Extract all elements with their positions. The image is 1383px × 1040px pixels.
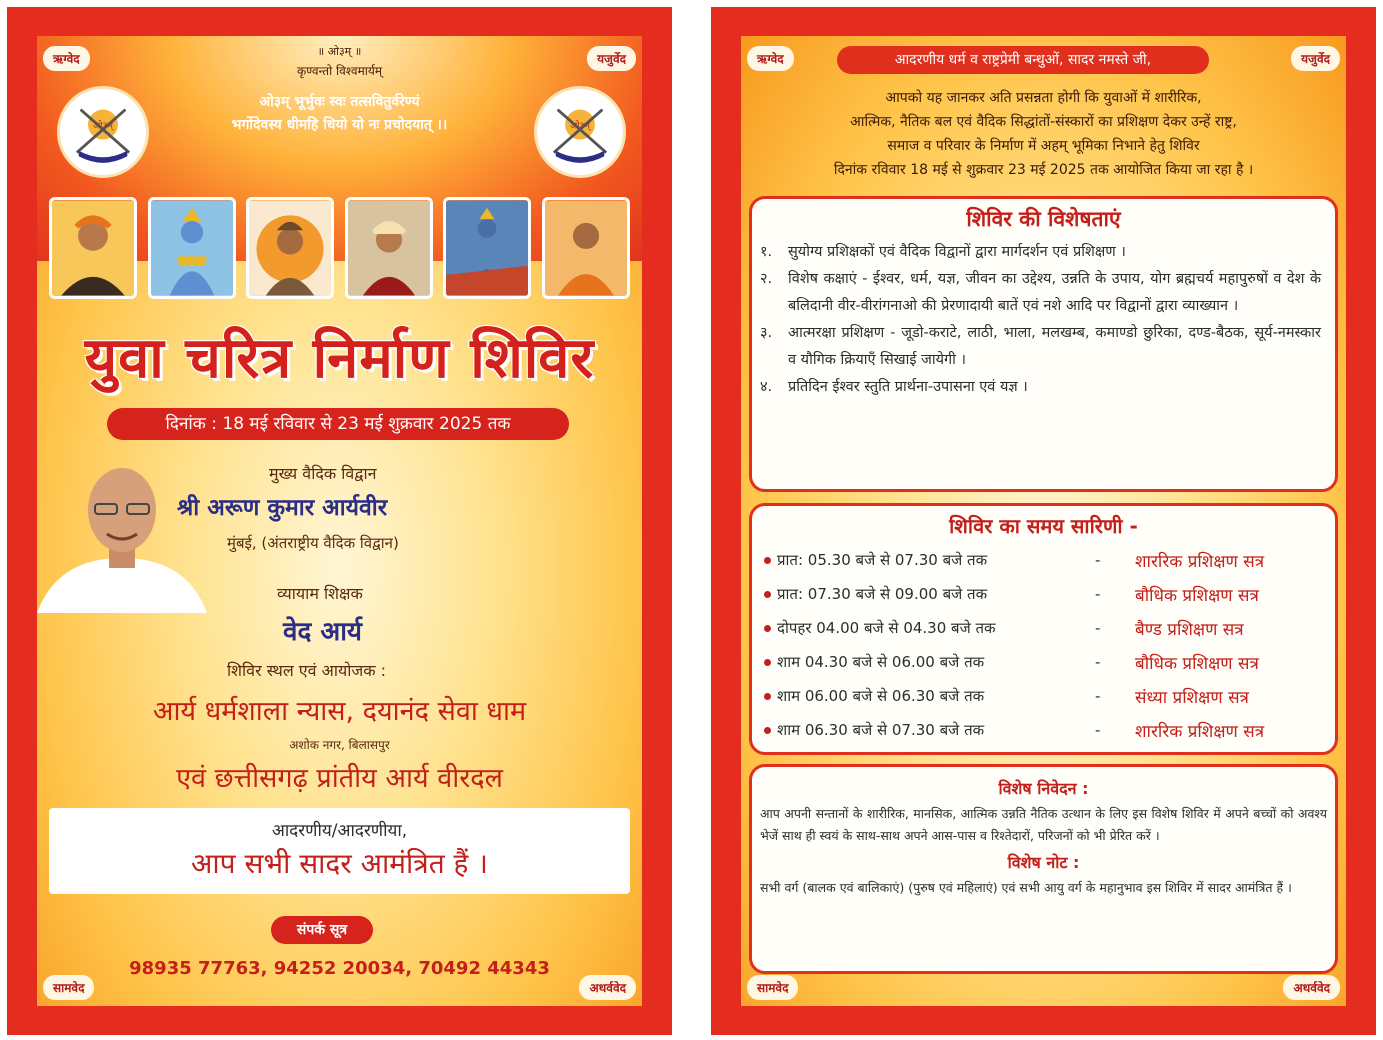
schedule-time: शाम 06.00 बजे से 06.30 बजे तक <box>777 687 985 705</box>
request-text: आप अपनी सन्तानों के शारीरिक, मानसिक, आत्मिक उन्नति नैतिक उत्थान के लिए इस विशेष शिविर में अपने बच्चों को अवश्य भेजें साथ ही स्वयं के साथ-साथ अपने आस-पास व रिश्तेदारों, परिजनों को भी प्रेरित करें । <box>760 806 1327 843</box>
note-text: सभी वर्ग (बालक एवं बालिकाएं) (पुरुष एवं महिलाएं) एवं सभी आयु वर्ग के महानुभाव इस शिविर में सादर आमंत्रित हैं । <box>760 880 1292 895</box>
feature-item <box>760 374 1321 401</box>
corner-label-atharvaveda: अथर्ववेद <box>579 975 636 1000</box>
feature-item <box>760 320 1321 374</box>
features-box <box>749 196 1338 492</box>
invite-message: आप सभी सादर आमंत्रित हैं । <box>191 847 488 880</box>
organizer-name: एवं छत्तीसगढ़ प्रांतीय आर्य वीरदल <box>176 763 503 794</box>
speaker-place: मुंबई, (अंतराष्ट्रीय वैदिक विद्वान) <box>227 534 399 552</box>
bullet-dot <box>764 591 771 598</box>
feature-item <box>760 266 1321 320</box>
bullet-dot <box>764 557 771 564</box>
greeting-banner: आदरणीय धर्म व राष्ट्रप्रेमी बन्धुओं, सादर नमस्ते जी, <box>837 46 1209 74</box>
intro-line: आपको यह जानकर अति प्रसन्नता होगी कि युवाओं में शारीरिक, <box>885 90 1202 106</box>
corner-label-rigveda: ऋग्वेद <box>43 46 90 71</box>
krinvanto-text: कृण्वन्तो विश्वमार्यम् <box>296 64 383 78</box>
portrait-image-3 <box>246 197 334 299</box>
schedule-row <box>752 713 1335 747</box>
trainer-name: वेद आर्य <box>283 617 362 647</box>
schedule-row <box>752 611 1335 645</box>
logo-om-text: ओ३म् <box>570 120 590 132</box>
schedule-time: शाम 06.30 बजे से 07.30 बजे तक <box>777 721 985 739</box>
venue-name: आर्य धर्मशाला न्यास, दयानंद सेवा धाम <box>152 696 527 727</box>
bullet-dot <box>764 625 771 632</box>
schedule-session: बैण्ड प्रशिक्षण सत्र <box>1135 619 1244 640</box>
invitation-box <box>49 808 630 894</box>
portrait-image-5 <box>443 197 531 299</box>
poster-back-inner <box>741 36 1346 1006</box>
schedule-time: प्रात: 05.30 बजे से 07.30 बजे तक <box>777 551 988 569</box>
arya-veerdal-logo-right <box>534 86 626 178</box>
bullet-dot <box>764 693 771 700</box>
features-list <box>752 233 1335 401</box>
schedule-dash: - <box>1095 653 1101 671</box>
feature-number: २. <box>760 271 773 287</box>
bullet-dot <box>764 659 771 666</box>
schedule-dash: - <box>1095 687 1101 705</box>
feature-text: आत्मरक्षा प्रशिक्षण - जूडो-कराटे, लाठी, भाला, मलखम्ब, कमाण्डो छुरिका, दण्ड-बैठक, सूर्य-नमस्कार व यौगिक क्रियाएँ सिखाई जायेगी । <box>788 325 1321 368</box>
schedule-session: बौधिक प्रशिक्षण सत्र <box>1135 653 1259 674</box>
corner-label-samaveda: सामवेद <box>43 975 94 1000</box>
feature-text: विशेष कक्षाएं - ईश्वर, धर्म, यज्ञ, जीवन का उद्देश्य, उन्नति के उपाय, योग ब्रह्मचर्य महापुरुषों व देश के बलिदानी वीर-वीरांगनाओ की प्रेरणादायी बातें एवं नशे आदि पर विद्वानों द्वारा व्याख्यान । <box>788 271 1321 314</box>
feature-number: ४. <box>760 379 773 395</box>
intro-line: आत्मिक, नैतिक बल एवं वैदिक सिद्धांतों-संस्कारों का प्रशिक्षण देकर उन्हें राष्ट्र, <box>850 114 1237 130</box>
note-title: विशेष नोट : <box>1007 853 1080 872</box>
corner-label-yajurveda: यजुर्वेद <box>1291 46 1340 71</box>
schedule-time: दोपहर 04.00 बजे से 04.30 बजे तक <box>777 619 996 637</box>
corner-label-samaveda: सामवेद <box>747 975 798 1000</box>
poster-back-page <box>711 7 1376 1035</box>
arya-veerdal-logo-left <box>57 86 149 178</box>
gayatri-line-2: भर्गोदेवस्य धीमहि धियो यो नः प्रचोदयात् ।। <box>231 117 448 133</box>
portrait-image-2 <box>148 197 236 299</box>
intro-line: दिनांक रविवार 18 मई से शुक्रवार 23 मई 2025 तक आयोजित किया जा रहा है । <box>833 162 1254 178</box>
corner-label-atharvaveda: अथर्ववेद <box>1283 975 1340 1000</box>
schedule-time: शाम 04.30 बजे से 06.00 बजे तक <box>777 653 985 671</box>
schedule-title: शिविर का समय सारिणी - <box>949 514 1138 538</box>
bullet-dot <box>764 727 771 734</box>
schedule-row <box>752 543 1335 577</box>
schedule-box <box>749 503 1338 755</box>
feature-item <box>760 239 1321 266</box>
camp-date-banner: दिनांक : 18 मई रविवार से 23 मई शुक्रवार 2025 तक <box>107 408 569 440</box>
invite-salutation: आदरणीय/आदरणीया, <box>271 821 408 841</box>
schedule-session: शाररिक प्रशिक्षण सत्र <box>1135 551 1265 572</box>
feature-number: ३. <box>760 325 773 341</box>
poster-front-inner <box>37 36 642 1006</box>
contact-phones: 98935 77763, 94252 20034, 70492 44343 <box>129 958 550 979</box>
speaker-role: मुख्य वैदिक विद्वान <box>269 464 377 483</box>
schedule-row <box>752 679 1335 713</box>
contact-label: संपर्क सूत्र <box>271 916 373 944</box>
om-text: ॥ ओ३म् ॥ <box>317 45 362 58</box>
venue-label: शिविर स्थल एवं आयोजक : <box>227 661 386 680</box>
speaker-photo <box>37 448 207 613</box>
intro-line: समाज व परिवार के निर्माण में अहम् भूमिका निभाने हेतु शिविर <box>887 138 1200 154</box>
schedule-time: प्रात: 07.30 बजे से 09.00 बजे तक <box>777 585 988 603</box>
portrait-image-6 <box>542 197 630 299</box>
intro-paragraph <box>759 86 1328 182</box>
notes-box <box>749 764 1338 974</box>
speaker-name: श्री अरूण कुमार आर्यवीर <box>177 495 388 521</box>
portrait-image-4 <box>345 197 433 299</box>
request-title: विशेष निवेदन : <box>998 779 1089 798</box>
gayatri-line-1: ओ३म् भूर्भुवः स्वः तत्सवितुर्वरेण्यं <box>259 94 420 110</box>
trainer-role: व्यायाम शिक्षक <box>277 584 363 603</box>
logo-om-text: ओ३म् <box>93 120 113 132</box>
schedule-dash: - <box>1095 619 1101 637</box>
corner-label-yajurveda: यजुर्वेद <box>587 46 636 71</box>
schedule-dash: - <box>1095 551 1101 569</box>
feature-text: सुयोग्य प्रशिक्षकों एवं वैदिक विद्वानों द्वारा मार्गदर्शन एवं प्रशिक्षण । <box>788 244 1126 260</box>
schedule-session: बौधिक प्रशिक्षण सत्र <box>1135 585 1259 606</box>
features-title: शिविर की विशेषताएं <box>966 207 1121 231</box>
corner-label-rigveda: ऋग्वेद <box>747 46 794 71</box>
schedule-session: शाररिक प्रशिक्षण सत्र <box>1135 721 1265 742</box>
feature-text: प्रतिदिन ईश्वर स्तुति प्रार्थना-उपासना एवं यज्ञ । <box>788 379 1028 395</box>
schedule-dash: - <box>1095 721 1101 739</box>
schedule-session: संध्या प्रशिक्षण सत्र <box>1135 687 1249 708</box>
schedule-row <box>752 645 1335 679</box>
camp-title: युवा चरित्र निर्माण शिविर <box>84 326 595 391</box>
poster-front-page <box>7 7 672 1035</box>
portrait-row <box>49 197 630 299</box>
feature-number: १. <box>760 244 773 260</box>
schedule-row <box>752 577 1335 611</box>
schedule-dash: - <box>1095 585 1101 603</box>
venue-address: अशोक नगर, बिलासपुर <box>289 738 390 752</box>
portrait-image-1 <box>49 197 137 299</box>
